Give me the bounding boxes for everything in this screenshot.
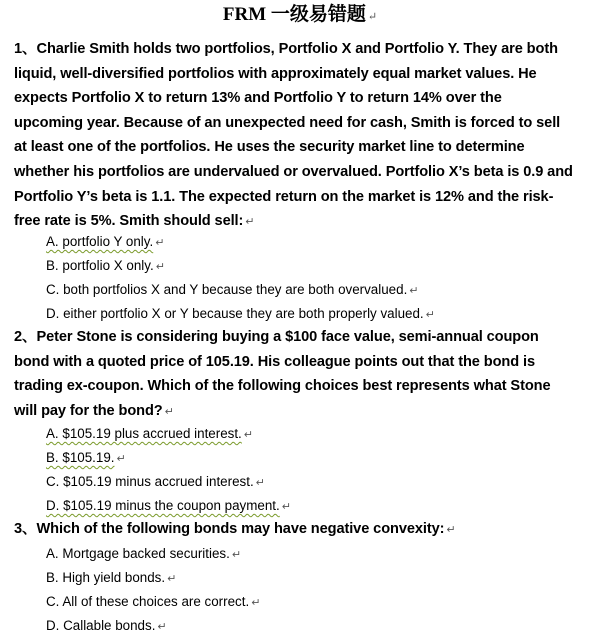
paragraph-mark-icon: ↵ xyxy=(425,309,435,321)
paragraph-mark-icon: ↵ xyxy=(167,573,177,585)
question-1-option-b: B. portfolio X only. ↵ xyxy=(46,258,165,273)
paragraph-mark-icon: ↵ xyxy=(251,597,261,609)
paragraph-mark-icon: ↵ xyxy=(164,405,174,418)
question-1-option-d: D. either portfolio X or Y because they are both properly valued. ↵ xyxy=(46,306,435,321)
question-3-option-d: D. Callable bonds. ↵ xyxy=(46,618,167,633)
paragraph-mark-icon: ↵ xyxy=(245,216,255,229)
question-1-option-a: A. portfolio Y only. ↵ xyxy=(46,234,165,249)
paragraph-mark-icon: ↵ xyxy=(243,429,253,441)
paragraph-mark-icon: ↵ xyxy=(116,453,126,465)
question-2-option-b: B. $105.19. ↵ xyxy=(46,450,126,465)
paragraph-mark-icon: ↵ xyxy=(367,11,378,23)
paragraph-mark-icon: ↵ xyxy=(281,501,291,513)
question-2-option-d: D. $105.19 minus the coupon payment. ↵ xyxy=(46,498,291,513)
question-3-text: 3、Which of the following bonds may have negative convexity: ↵ xyxy=(14,521,456,537)
paragraph-mark-icon: ↵ xyxy=(157,621,167,633)
paragraph-mark-icon: ↵ xyxy=(409,285,419,297)
paragraph-mark-icon: ↵ xyxy=(155,237,165,249)
question-1-option-c: C. both portfolios X and Y because they are both overvalued. ↵ xyxy=(46,282,419,297)
paragraph-mark-icon: ↵ xyxy=(231,549,242,561)
question-2-option-a: A. $105.19 plus accrued interest. ↵ xyxy=(46,426,253,441)
paragraph-mark-icon: ↵ xyxy=(255,477,265,489)
question-2-option-c: C. $105.19 minus accrued interest. ↵ xyxy=(46,474,265,489)
question-3-option-a: A. Mortgage backed securities. ↵ xyxy=(46,546,242,561)
question-1-text: 1、Charlie Smith holds two portfolios, Portfolio X and Portfolio Y. They are both liquid, well-diversified portfolios with approximately equal market values. He expects Portfolio X to return 13% and Portfolio Y to return 14% over the upcoming year. Because of an unexpected need for cash, Smith is forced to sell at least one of the portfolios. He uses the security market line to determine whether his portfolios are undervalued or overvalued. Portfolio X’s beta is 0.9 and Portfolio Y’s beta is 1.1. The expected return on the market is 12% and the risk-free rate is 5%. Smith should sell: ↵ xyxy=(14,41,573,230)
question-3-option-c: C. All of these choices are correct. ↵ xyxy=(46,594,261,609)
question-2-text: 2、Peter Stone is considering buying a $100 face value, semi-annual coupon bond with a quoted price of 105.19. His colleague points out that the bond is trading ex-coupon. Which of the following choices best represents what Stone will pay for the bond? ↵ xyxy=(14,329,551,419)
paragraph-mark-icon: ↵ xyxy=(446,524,456,536)
paragraph-mark-icon: ↵ xyxy=(155,261,165,273)
document-title: FRM 一级易错题 ↵ xyxy=(222,4,378,25)
question-3-option-b: B. High yield bonds. ↵ xyxy=(46,570,177,585)
